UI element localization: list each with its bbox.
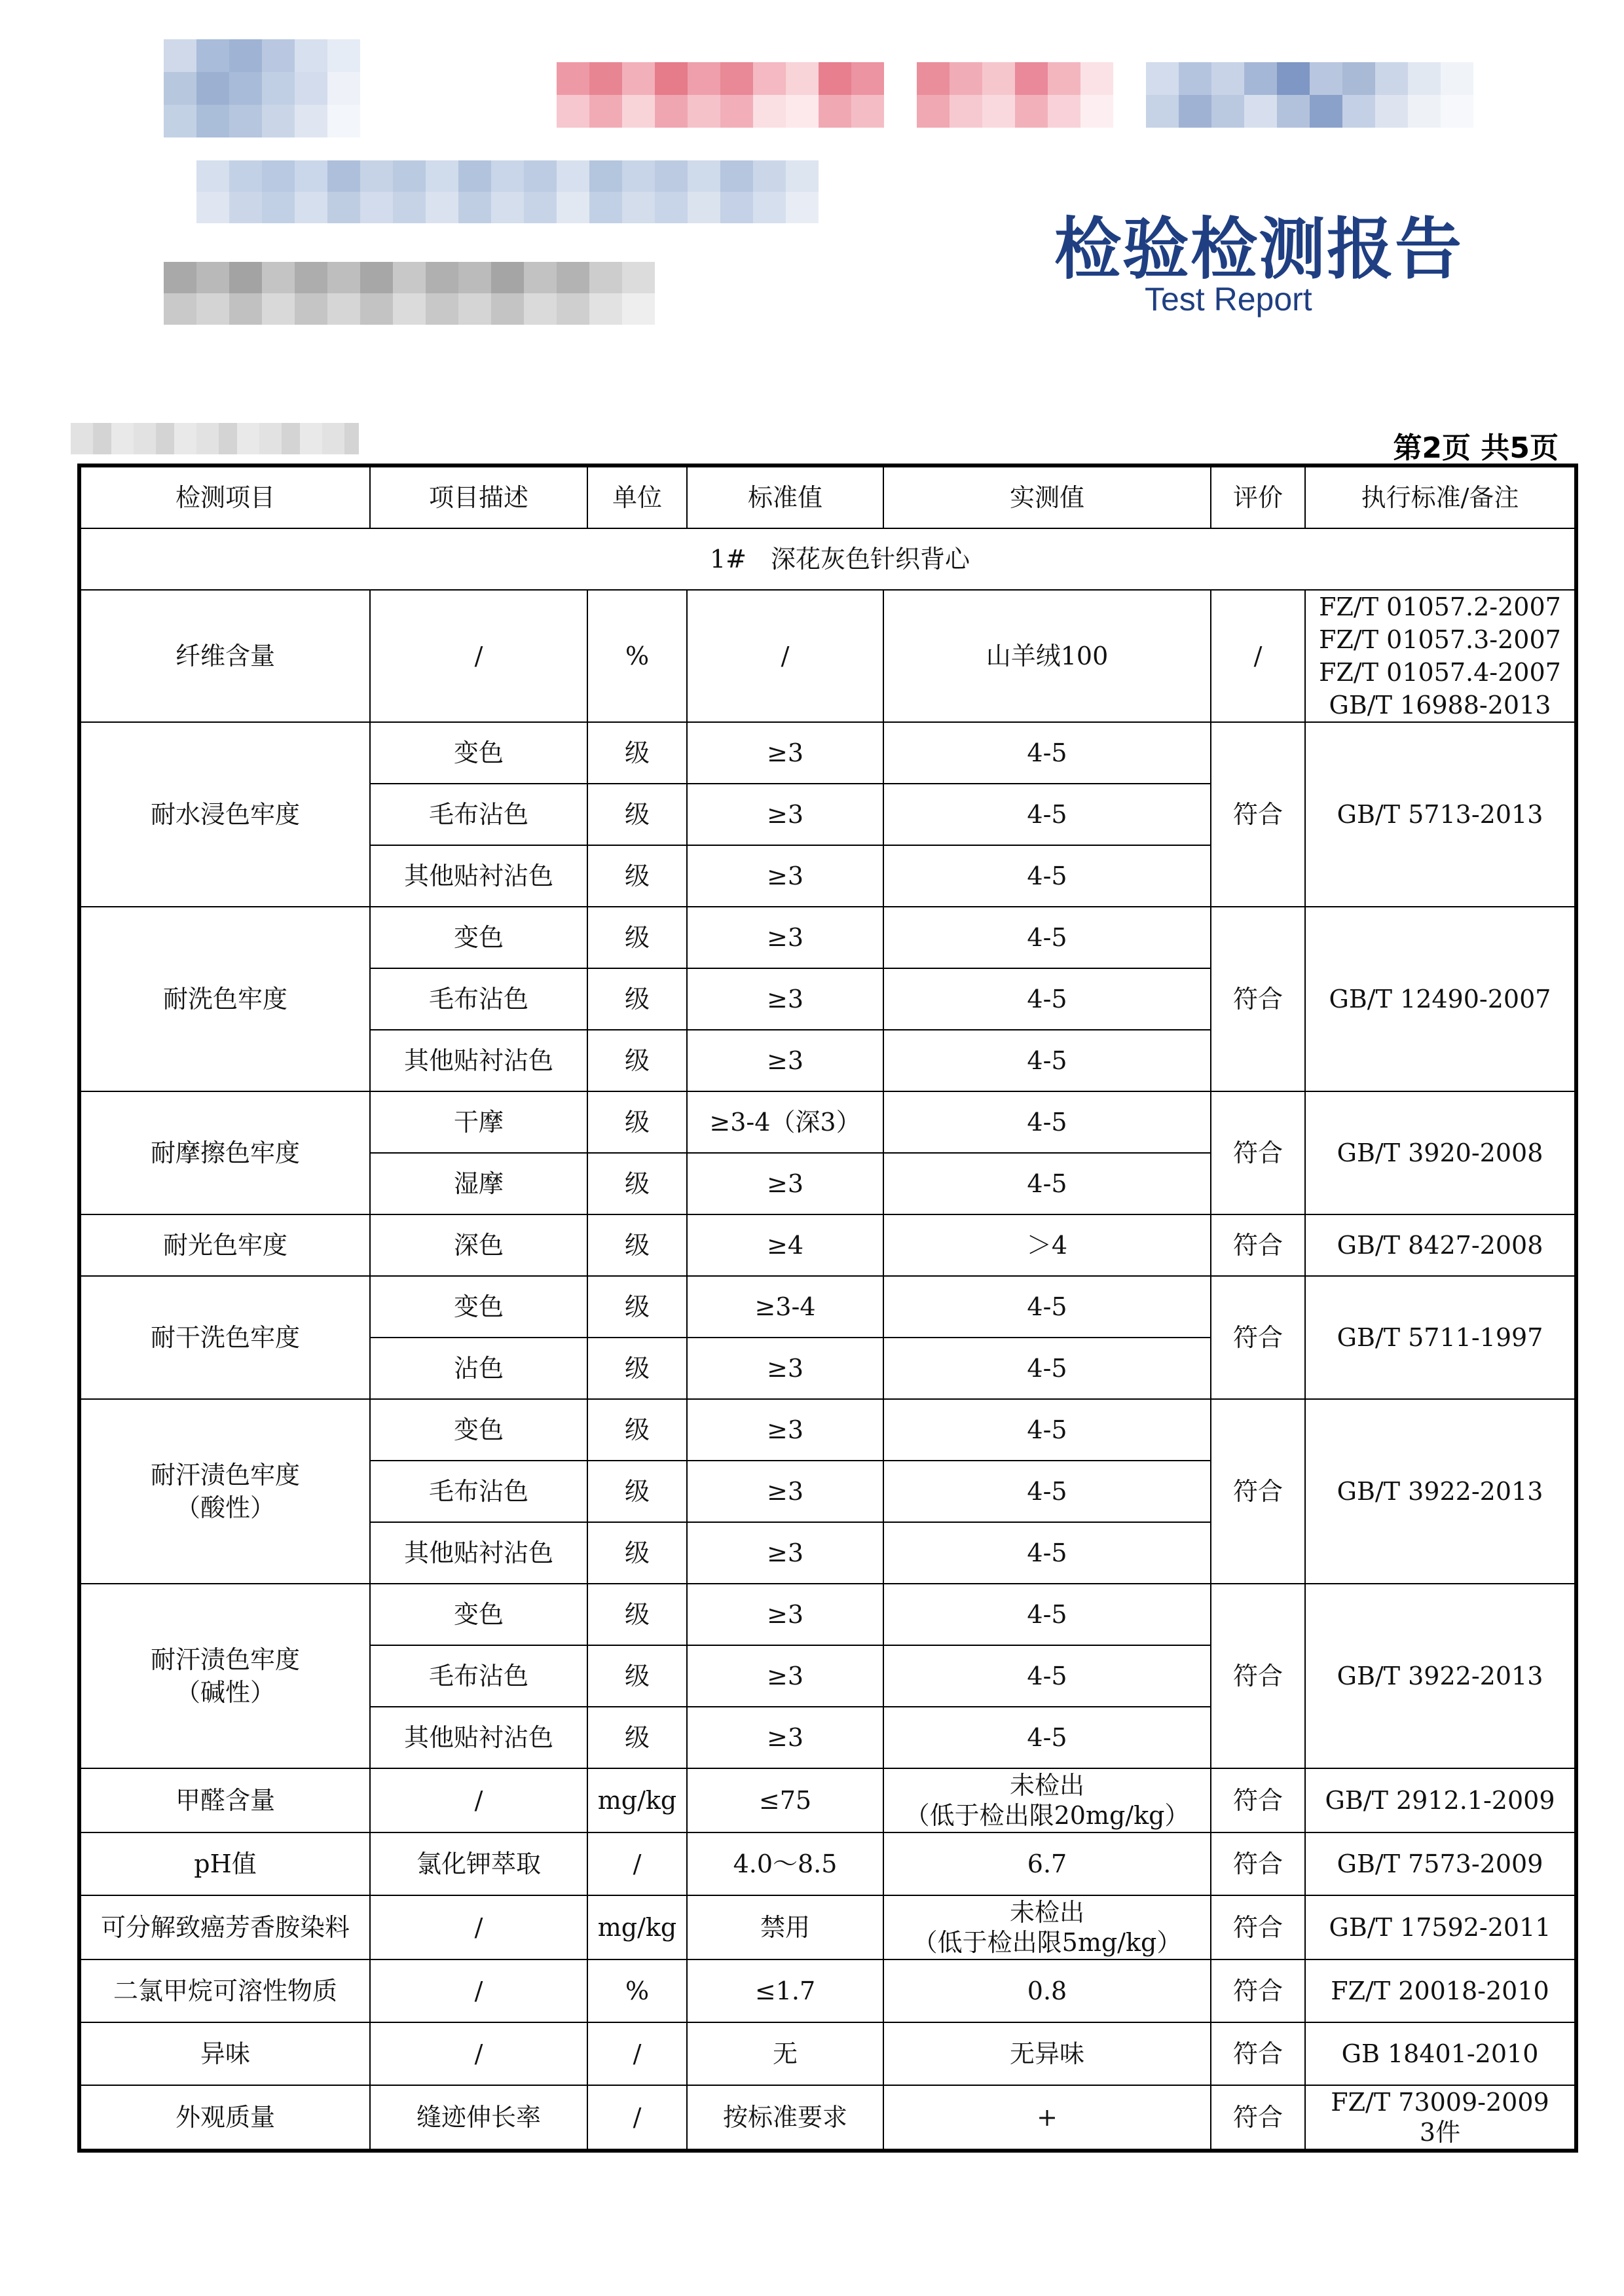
eval-cell: 符合	[1211, 1895, 1305, 1959]
eval-cell: 符合	[1211, 2085, 1305, 2151]
std-cell: ≥3	[687, 1645, 883, 1707]
redacted-org-name-line1	[196, 160, 819, 223]
standard-cell: GB/T 5711-1997	[1305, 1276, 1576, 1399]
value-cell	[883, 1768, 1211, 1832]
desc-cell: 干摩	[370, 1091, 587, 1153]
column-header: 检测项目	[79, 465, 370, 528]
desc-cell: 毛布沾色	[370, 968, 587, 1030]
value-cell: 6.7	[883, 1832, 1211, 1895]
std-cell: ≤1.7	[687, 1959, 883, 2022]
value-cell: 4-5	[883, 845, 1211, 907]
desc-cell: 其他贴衬沾色	[370, 1707, 587, 1768]
value-cell: 0.8	[883, 1959, 1211, 2022]
std-cell: ≥3-4（深3）	[687, 1091, 883, 1153]
std-cell: 按标准要求	[687, 2085, 883, 2151]
table-row	[79, 1091, 1576, 1153]
value-cell: 无异味	[883, 2022, 1211, 2085]
item-cell: 耐洗色牢度	[79, 907, 370, 1091]
redacted-red-brand-block-2	[917, 62, 1113, 128]
std-cell: ≥3-4	[687, 1276, 883, 1338]
redacted-blue-brand-block	[1146, 62, 1473, 128]
desc-cell: 变色	[370, 1399, 587, 1461]
std-cell: ≥3	[687, 1399, 883, 1461]
desc-cell: /	[370, 1959, 587, 2022]
unit-cell: /	[587, 2022, 687, 2085]
unit-cell: 级	[587, 722, 687, 784]
desc-cell: 毛布沾色	[370, 1461, 587, 1522]
column-header: 项目描述	[370, 465, 587, 528]
unit-cell: %	[587, 590, 687, 722]
desc-cell: 氯化钾萃取	[370, 1832, 587, 1895]
sample-number: 1#	[709, 545, 747, 574]
unit-cell: mg/kg	[587, 1768, 687, 1832]
table-row	[79, 2022, 1576, 2085]
item-cell: 纤维含量	[79, 590, 370, 722]
standard-cell	[1305, 590, 1576, 722]
value-cell: 山羊绒100	[883, 590, 1211, 722]
unit-cell: 级	[587, 1091, 687, 1153]
unit-cell: 级	[587, 1707, 687, 1768]
unit-cell: /	[587, 2085, 687, 2151]
std-cell: ≥4	[687, 1214, 883, 1276]
value-cell	[883, 1895, 1211, 1959]
table-row	[79, 1768, 1576, 1832]
eval-cell: 符合	[1211, 1959, 1305, 2022]
item-sublabel: （酸性）	[175, 1493, 275, 1522]
item-cell: 可分解致癌芳香胺染料	[79, 1895, 370, 1959]
unit-cell: 级	[587, 1153, 687, 1214]
value-cell: 4-5	[883, 968, 1211, 1030]
std-cell: 禁用	[687, 1895, 883, 1959]
value-cell: 4-5	[883, 722, 1211, 784]
unit-cell: %	[587, 1959, 687, 2022]
column-header: 单位	[587, 465, 687, 528]
unit-cell: 级	[587, 1338, 687, 1399]
value-line: （低于检出限20mg/kg）	[904, 1801, 1190, 1830]
value-cell: 4-5	[883, 1645, 1211, 1707]
value-cell: 4-5	[883, 1276, 1211, 1338]
table-row	[79, 590, 1576, 722]
value-line: 未检出	[1009, 1898, 1084, 1927]
desc-cell: /	[370, 590, 587, 722]
value-cell: 4-5	[883, 1030, 1211, 1091]
desc-cell: 毛布沾色	[370, 784, 587, 845]
value-cell: 4-5	[883, 1584, 1211, 1645]
eval-cell: 符合	[1211, 1768, 1305, 1832]
item-cell	[79, 1584, 370, 1768]
standard-cell: GB/T 7573-2009	[1305, 1832, 1576, 1895]
item-label: 耐汗渍色牢度	[150, 1461, 300, 1489]
std-cell: /	[687, 590, 883, 722]
table-header-row	[79, 465, 1576, 528]
table-row	[79, 1959, 1576, 2022]
table-row	[79, 1214, 1576, 1276]
value-cell: 4-5	[883, 1707, 1211, 1768]
item-cell: 异味	[79, 2022, 370, 2085]
standard-cell: FZ/T 20018-2010	[1305, 1959, 1576, 2022]
value-cell: 4-5	[883, 1522, 1211, 1584]
unit-cell: 级	[587, 968, 687, 1030]
item-sublabel: （碱性）	[175, 1678, 275, 1707]
value-cell: 4-5	[883, 907, 1211, 968]
item-cell: 二氯甲烷可溶性物质	[79, 1959, 370, 2022]
item-cell: pH值	[79, 1832, 370, 1895]
unit-cell: 级	[587, 845, 687, 907]
standard-line: FZ/T 01057.3-2007	[1319, 625, 1561, 654]
unit-cell: 级	[587, 1584, 687, 1645]
unit-cell: 级	[587, 784, 687, 845]
redacted-logo-block	[164, 39, 360, 137]
sample-name: 深花灰色针织背心	[770, 545, 970, 574]
unit-cell: 级	[587, 1461, 687, 1522]
std-cell: ≥3	[687, 1338, 883, 1399]
unit-cell: 级	[587, 1214, 687, 1276]
sample-cell	[79, 528, 1576, 590]
unit-cell: /	[587, 1832, 687, 1895]
test-results-table	[77, 464, 1578, 2153]
value-cell: 4-5	[883, 1153, 1211, 1214]
item-label: 耐汗渍色牢度	[150, 1645, 300, 1674]
std-cell: ≥3	[687, 1522, 883, 1584]
desc-cell: 其他贴衬沾色	[370, 845, 587, 907]
eval-cell: 符合	[1211, 2022, 1305, 2085]
desc-cell: 其他贴衬沾色	[370, 1030, 587, 1091]
std-cell: ≥3	[687, 1153, 883, 1214]
std-cell: ≤75	[687, 1768, 883, 1832]
standard-cell: GB 18401-2010	[1305, 2022, 1576, 2085]
eval-cell: 符合	[1211, 1214, 1305, 1276]
std-cell: ≥3	[687, 1461, 883, 1522]
item-cell: 甲醛含量	[79, 1768, 370, 1832]
standard-line: FZ/T 01057.2-2007	[1319, 592, 1561, 621]
desc-cell: /	[370, 1895, 587, 1959]
std-cell: 4.0～8.5	[687, 1832, 883, 1895]
standard-cell: GB/T 3922-2013	[1305, 1399, 1576, 1584]
unit-cell: 级	[587, 1276, 687, 1338]
std-cell: ≥3	[687, 968, 883, 1030]
column-header: 评价	[1211, 465, 1305, 528]
value-cell: 4-5	[883, 1091, 1211, 1153]
std-cell: ≥3	[687, 1584, 883, 1645]
standard-cell: GB/T 3920-2008	[1305, 1091, 1576, 1214]
desc-cell: 沾色	[370, 1338, 587, 1399]
std-cell: ≥3	[687, 1707, 883, 1768]
table-row	[79, 1584, 1576, 1645]
standard-cell: GB/T 2912.1-2009	[1305, 1768, 1576, 1832]
std-cell: ≥3	[687, 784, 883, 845]
item-cell: 耐摩擦色牢度	[79, 1091, 370, 1214]
value-cell: 4-5	[883, 1338, 1211, 1399]
table-row	[79, 722, 1576, 784]
desc-cell: 湿摩	[370, 1153, 587, 1214]
item-cell: 耐水浸色牢度	[79, 722, 370, 907]
table-row	[79, 1895, 1576, 1959]
eval-cell: 符合	[1211, 722, 1305, 907]
item-cell: 耐干洗色牢度	[79, 1276, 370, 1399]
value-cell: +	[883, 2085, 1211, 2151]
unit-cell: 级	[587, 1030, 687, 1091]
desc-cell: /	[370, 2022, 587, 2085]
redacted-org-name-line2	[164, 262, 655, 325]
desc-cell: 毛布沾色	[370, 1645, 587, 1707]
std-cell: 无	[687, 2022, 883, 2085]
standard-cell: GB/T 17592-2011	[1305, 1895, 1576, 1959]
desc-cell: /	[370, 1768, 587, 1832]
table-row	[79, 1399, 1576, 1461]
unit-cell: 级	[587, 1645, 687, 1707]
standard-line: GB/T 16988-2013	[1329, 691, 1551, 720]
item-cell: 耐光色牢度	[79, 1214, 370, 1276]
item-cell: 外观质量	[79, 2085, 370, 2151]
standard-cell	[1305, 2085, 1576, 2151]
eval-cell: 符合	[1211, 1276, 1305, 1399]
desc-cell: 缝迹伸长率	[370, 2085, 587, 2151]
standard-line: FZ/T 73009-2009	[1331, 2088, 1549, 2117]
desc-cell: 其他贴衬沾色	[370, 1522, 587, 1584]
report-title-cn: 检验检测报告	[1054, 211, 1463, 289]
eval-cell: 符合	[1211, 1399, 1305, 1584]
table-row	[79, 1832, 1576, 1895]
standard-cell: GB/T 12490-2007	[1305, 907, 1576, 1091]
standard-cell: GB/T 5713-2013	[1305, 722, 1576, 907]
desc-cell: 变色	[370, 722, 587, 784]
value-line: 未检出	[1009, 1771, 1084, 1800]
eval-cell: 符合	[1211, 907, 1305, 1091]
value-cell: 4-5	[883, 784, 1211, 845]
sample-row	[79, 528, 1576, 590]
desc-cell: 变色	[370, 1276, 587, 1338]
std-cell: ≥3	[687, 907, 883, 968]
value-cell: 4-5	[883, 1461, 1211, 1522]
column-header: 实测值	[883, 465, 1211, 528]
unit-cell: 级	[587, 907, 687, 968]
standard-cell: GB/T 3922-2013	[1305, 1584, 1576, 1768]
item-cell	[79, 1399, 370, 1584]
std-cell: ≥3	[687, 845, 883, 907]
redacted-report-number	[71, 423, 359, 454]
unit-cell: 级	[587, 1399, 687, 1461]
std-cell: ≥3	[687, 1030, 883, 1091]
standard-cell: GB/T 8427-2008	[1305, 1214, 1576, 1276]
page-info: 第2页 共5页	[1393, 431, 1559, 465]
desc-cell: 变色	[370, 1584, 587, 1645]
table-row	[79, 2085, 1576, 2151]
value-line: （低于检出限5mg/kg）	[912, 1928, 1182, 1957]
eval-cell: 符合	[1211, 1584, 1305, 1768]
standard-line: 3件	[1419, 2118, 1461, 2147]
standard-line: FZ/T 01057.4-2007	[1319, 658, 1561, 687]
eval-cell: 符合	[1211, 1091, 1305, 1214]
eval-cell: 符合	[1211, 1832, 1305, 1895]
value-cell: 4-5	[883, 1399, 1211, 1461]
desc-cell: 深色	[370, 1214, 587, 1276]
unit-cell: mg/kg	[587, 1895, 687, 1959]
eval-cell: /	[1211, 590, 1305, 722]
std-cell: ≥3	[687, 722, 883, 784]
column-header: 标准值	[687, 465, 883, 528]
report-title-en: Test Report	[1145, 281, 1312, 318]
value-cell: ＞4	[883, 1214, 1211, 1276]
desc-cell: 变色	[370, 907, 587, 968]
redacted-red-brand-block	[557, 62, 884, 128]
table-row	[79, 1276, 1576, 1338]
table-row	[79, 907, 1576, 968]
column-header: 执行标准/备注	[1305, 465, 1576, 528]
unit-cell: 级	[587, 1522, 687, 1584]
